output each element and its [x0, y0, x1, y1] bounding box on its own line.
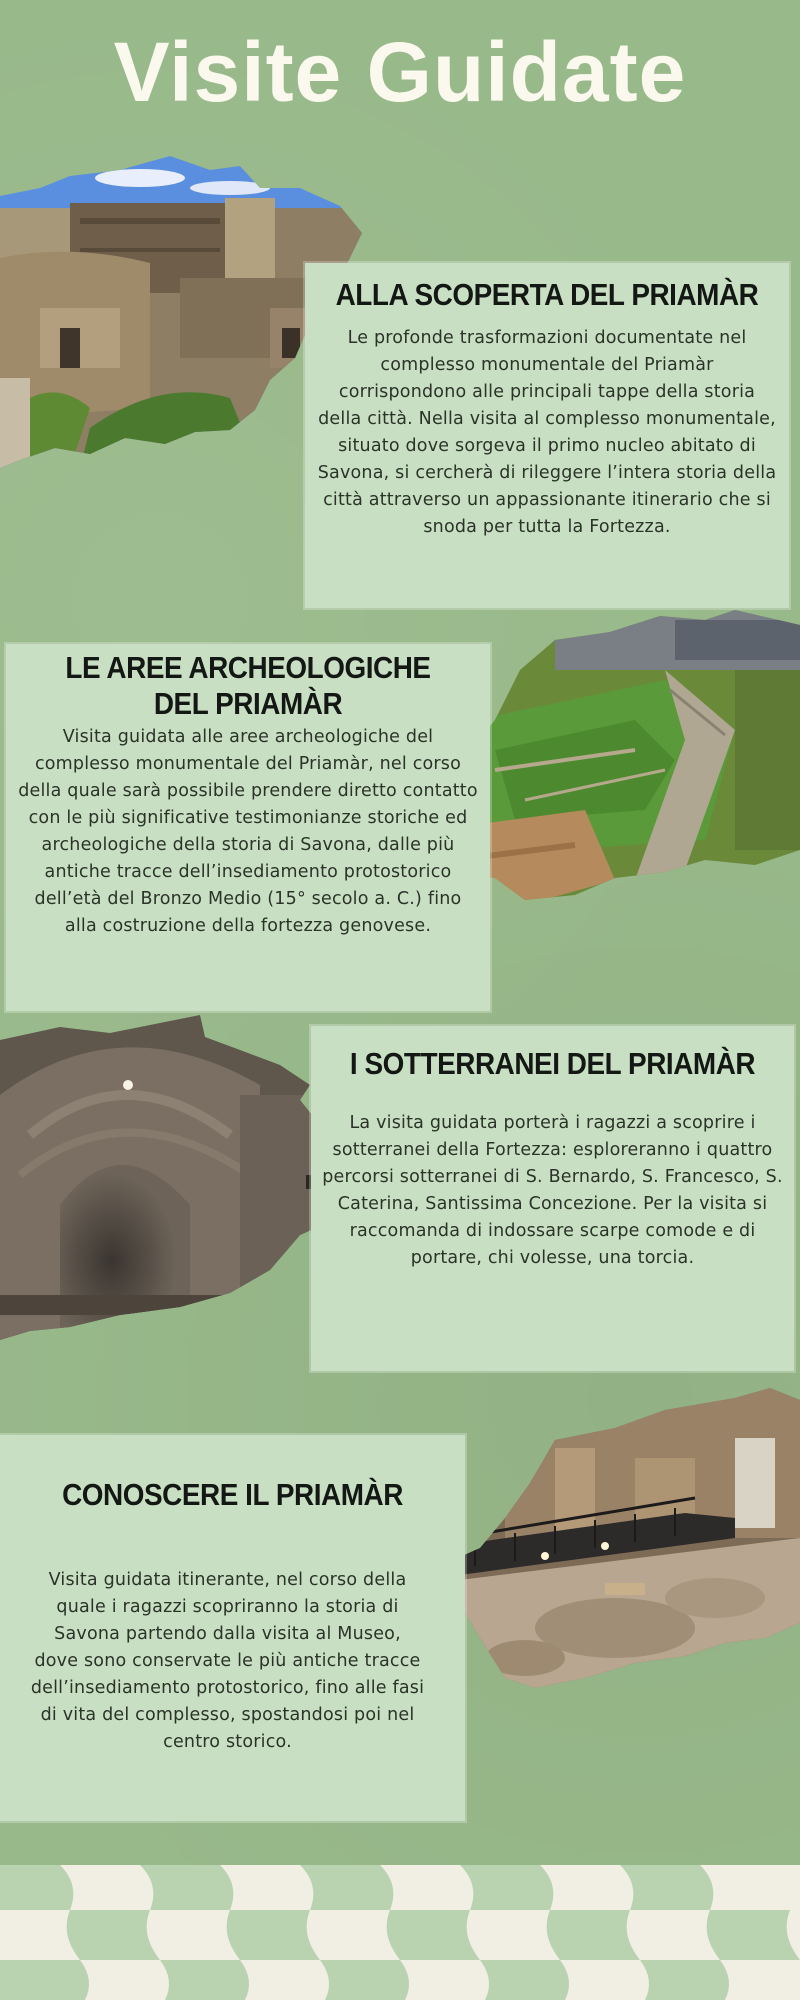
section-card-aree-archeologiche — [6, 644, 490, 1011]
section-heading: ALLA SCOPERTA DEL PRIAMÀR — [335, 277, 759, 312]
section-text: Le profonde trasformazioni documentate nel complesso monumentale del Priamàr corrispondono alle principali tappe della storia della città. Nella visita al complesso monumentale, situato dove sorgeva il primo nucleo abitato di Savona, si cercherà di rileggere l’intera storia della città attraverso un appassionante itinerario che si snoda per tutta la Fortezza. — [317, 328, 777, 537]
section-card-conoscere — [0, 1435, 465, 1821]
section-heading: CONOSCERE IL PRIAMÀR — [62, 1477, 403, 1512]
section-card-scoperta — [305, 263, 789, 608]
decorative-footer-pattern — [0, 1865, 800, 2000]
section-heading: I SOTTERRANEI DEL PRIAMÀR — [349, 1046, 756, 1081]
museum-interior-photo — [435, 1388, 800, 1696]
section-heading: LE AREE ARCHEOLOGICHE DEL PRIAMÀR — [65, 650, 431, 721]
section-card-sotterranei — [311, 1026, 794, 1371]
section-text: Visita guidata alle aree archeologiche del complesso monumentale del Priamàr, nel corso della quale sarà possibile prendere diretto contatto con le più significative testimonianze storiche ed archeologiche della storia di Savona, dalle più antiche tracce dell’insediamento protostorico dell’età del Bronzo Medio (15° secolo a. C.) fino alla costruzione della fortezza genovese. — [18, 727, 478, 936]
section-text: La visita guidata porterà i ragazzi a scoprire i sotterranei della Fortezza: esploreranno i quattro percorsi sotterranei di S. Bernardo, S. Francesco, S. Caterina, Santissima Concezione. Per la visita si raccomanda di indossare scarpe comode e di portare, chi volesse, una torcia. — [322, 1113, 783, 1268]
section-text: Visita guidata itinerante, nel corso della quale i ragazzi scopriranno la storia di Savona partendo dalla visita al Museo, dove sono conservate le più antiche tracce dell’insediamento protostorico, fino alle fasi di vita del complesso, spostandosi poi nel centro storico. — [30, 1570, 425, 1752]
page-title: Visite Guidate — [113, 25, 687, 119]
